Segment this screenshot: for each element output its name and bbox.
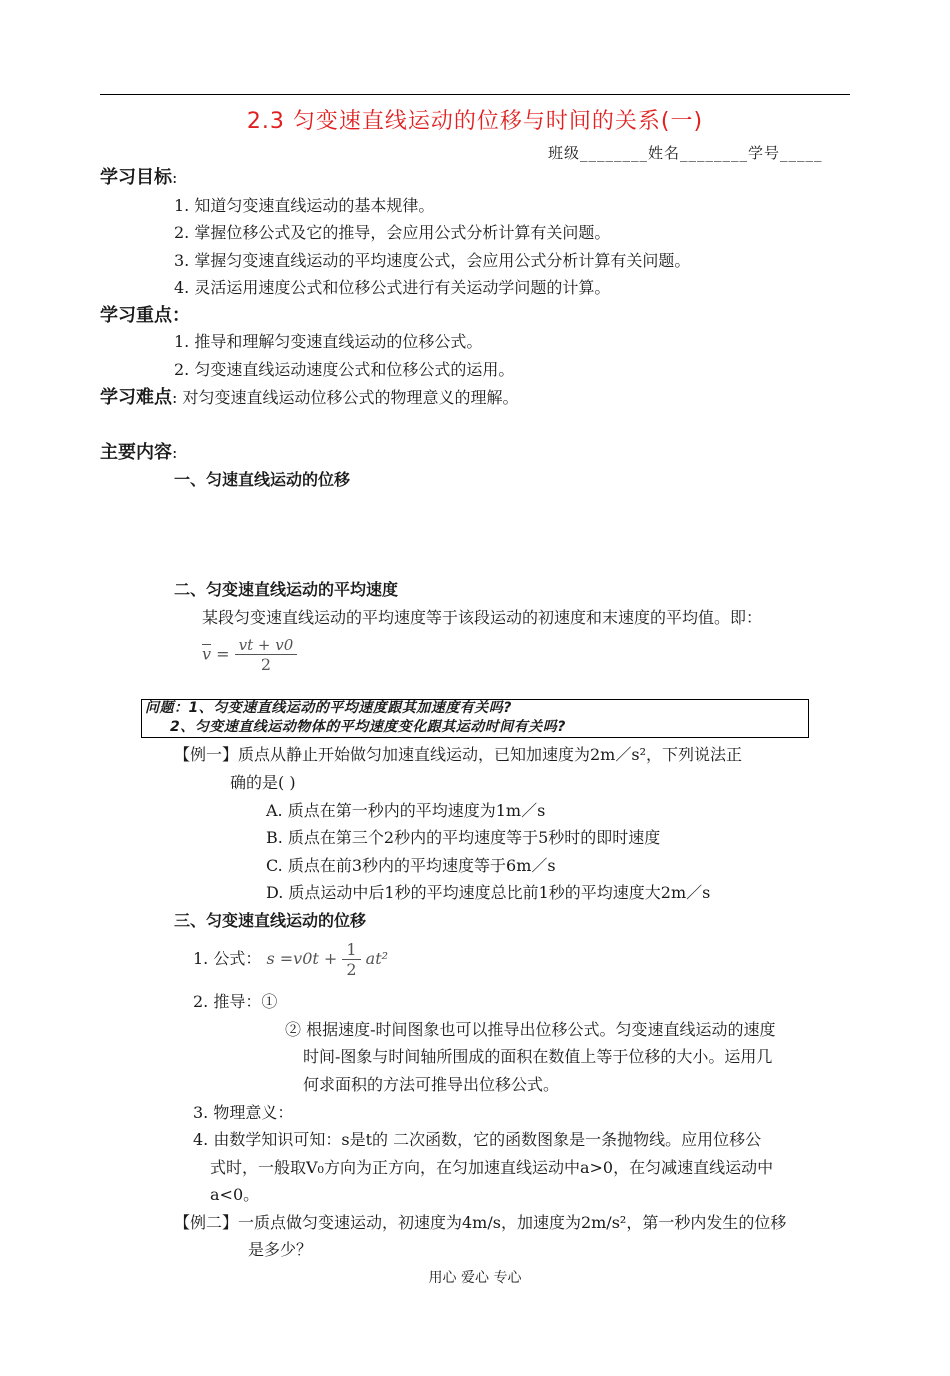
class-name-id-line: 班级________姓名________学号_____ — [548, 144, 823, 162]
formula-denominator: 2 — [346, 960, 357, 980]
objectives-heading-line — [100, 167, 177, 189]
point4-line: 式时，一般取V₀方向为正方向，在匀加速直线运动中a>0，在匀减速直线运动中 — [210, 1158, 774, 1177]
derive-line: 何求面积的方法可推导出位移公式。 — [303, 1075, 560, 1094]
section-accelerated-displacement: 三、匀变速直线运动的位移 — [174, 911, 367, 930]
objective-item: 2. 掌握位移公式及它的推导，会应用公式分析计算有关问题。 — [174, 223, 611, 242]
objective-item: 3. 掌握匀变速直线运动的平均速度公式，会应用公式分析计算有关问题。 — [174, 251, 691, 270]
average-velocity-text: 某段匀变速直线运动的平均速度等于该段运动的初速度和末速度的平均值。即： — [202, 608, 763, 627]
example1-line1: 【例一】质点从静止开始做匀加速直线运动，已知加速度为2m／s²，下列说法正 — [174, 745, 742, 764]
difficulty-heading: 学习难点 — [100, 387, 172, 408]
displacement-formula-line — [193, 940, 388, 979]
difficulty-line — [100, 387, 518, 409]
key-points-heading: 学习重点： — [100, 305, 190, 326]
formula-half — [342, 940, 360, 979]
page-footer: 用心 爱心 专心 — [428, 1270, 522, 1286]
objective-item: 1. 知道匀变速直线运动的基本规律。 — [174, 196, 435, 215]
key-point-item: 1. 推导和理解匀变速直线运动的位移公式。 — [174, 332, 483, 351]
average-velocity-formula — [202, 636, 297, 674]
section-average-velocity: 二、匀变速直线运动的平均速度 — [174, 580, 399, 599]
header-rule — [100, 94, 850, 95]
formula-numerator: 1 — [342, 940, 360, 960]
page-title: 2.3 匀变速直线运动的位移与时间的关系(一) — [246, 109, 704, 134]
example1-option: B. 质点在第三个2秒内的平均速度等于5秒时的即时速度 — [266, 828, 661, 847]
formula-eq: = — [216, 644, 230, 664]
formula-numerator: vt + v0 — [235, 636, 298, 655]
example2-line: 是多少？ — [248, 1240, 313, 1259]
formula-label: 1. 公式： — [193, 949, 262, 969]
formula-denominator: 2 — [260, 655, 272, 674]
example1-option: A. 质点在第一秒内的平均速度为1m／s — [266, 801, 546, 820]
formula-fraction — [235, 636, 298, 674]
objective-item: 4. 灵活运用速度公式和位移公式进行有关运动学问题的计算。 — [174, 278, 611, 297]
difficulty-text: : 对匀变速直线运动位移公式的物理意义的理解。 — [172, 388, 519, 407]
question-2: 2、匀变速直线运动物体的平均速度变化跟其运动时间有关吗? — [170, 719, 566, 735]
objectives-colon: : — [172, 168, 178, 187]
point4-line: a<0。 — [210, 1185, 260, 1204]
physical-meaning: 3. 物理意义： — [193, 1103, 294, 1122]
formula-rhs: at² — [365, 949, 389, 969]
key-point-item: 2. 匀变速直线运动速度公式和位移公式的运用。 — [174, 360, 515, 379]
point4-line: 4. 由数学知识可知：s是t的 二次函数，它的函数图象是一条抛物线。应用位移公 — [193, 1130, 762, 1149]
formula-lhs: s =v0t + — [266, 949, 338, 969]
derive-line: ② 根据速度-时间图象也可以推导出位移公式。匀变速直线运动的速度 — [285, 1020, 776, 1039]
example1-option: C. 质点在前3秒内的平均速度等于6m／s — [266, 856, 556, 875]
formula-lhs: $\overline{v}$ — [202, 644, 212, 664]
main-colon: : — [172, 443, 178, 462]
main-heading: 主要内容 — [100, 442, 172, 463]
main-heading-line — [100, 442, 177, 464]
example2-line: 【例二】一质点做匀变速运动，初速度为4m/s，加速度为2m/s²，第一秒内发生的位移 — [174, 1213, 787, 1232]
objectives-heading: 学习目标 — [100, 167, 172, 188]
derive-line: 时间-图象与时间轴所围成的面积在数值上等于位移的大小。运用几 — [303, 1047, 773, 1066]
derive-label: 2. 推导：① — [193, 992, 278, 1011]
question-1: 问题：1、匀变速直线运动的平均速度跟其加速度有关吗? — [145, 700, 512, 716]
section-uniform-displacement: 一、匀速直线运动的位移 — [174, 470, 351, 489]
example1-option: D. 质点运动中后1秒的平均速度总比前1秒的平均速度大2m／s — [266, 883, 711, 902]
example1-line2: 确的是( ) — [230, 773, 296, 792]
